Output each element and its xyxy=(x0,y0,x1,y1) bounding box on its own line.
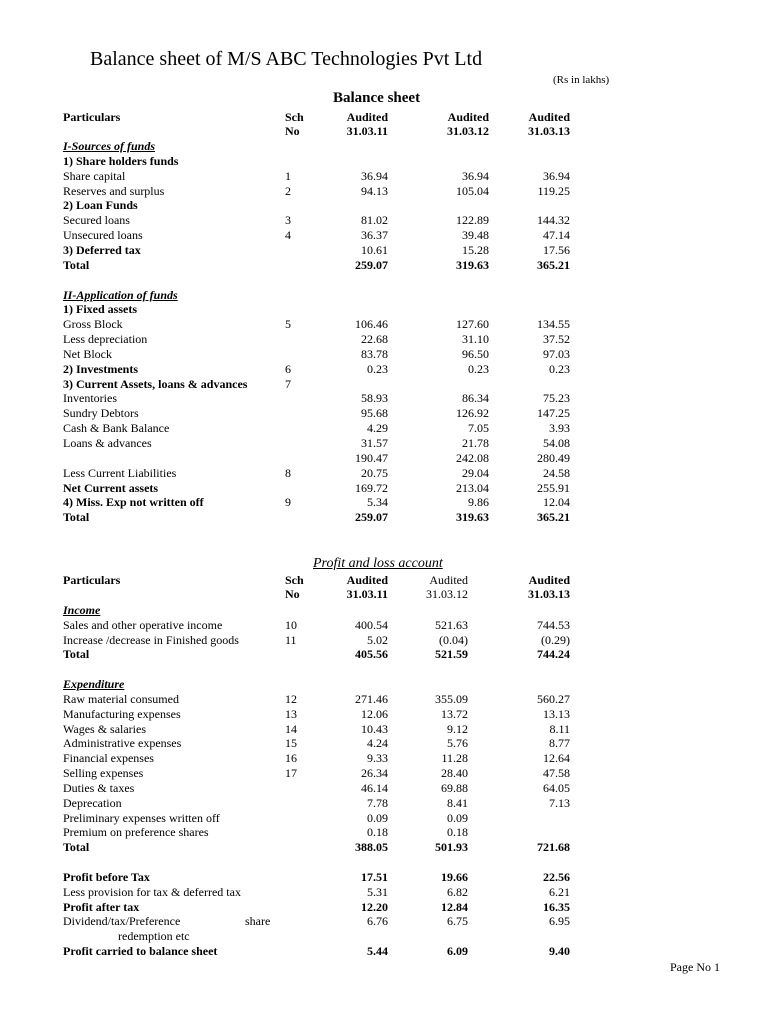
row-label: Selling expenses xyxy=(63,766,144,781)
row-label: Net Current assets xyxy=(63,480,159,495)
table-row xyxy=(0,603,768,618)
row-value-2: 11.28 xyxy=(441,751,468,766)
row-value-1: 400.54 xyxy=(355,617,388,632)
row-value-1: 94.13 xyxy=(361,183,388,198)
row-value-1: 4.24 xyxy=(367,736,388,751)
row-label: 3) Current Assets, loans & advances xyxy=(63,376,248,391)
row-value-1: 46.14 xyxy=(361,780,388,795)
row-label: Inventories xyxy=(63,391,117,406)
row-value-3: 97.03 xyxy=(543,346,570,361)
row-value-3: 6.95 xyxy=(549,914,570,929)
table-row xyxy=(0,811,768,826)
table-row xyxy=(0,855,768,870)
row-value-1: 0.18 xyxy=(367,825,388,840)
row-value-2: 105.04 xyxy=(456,183,489,198)
row-value-2: 213.04 xyxy=(456,480,489,495)
row-sch: 3 xyxy=(285,213,291,228)
table-row xyxy=(0,317,768,332)
row-value-1: 81.02 xyxy=(361,213,388,228)
row-value-2: 9.86 xyxy=(468,495,489,510)
row-value-3: 75.23 xyxy=(543,391,570,406)
row-label: Manufacturing expenses xyxy=(63,706,181,721)
row-value-2: 319.63 xyxy=(456,510,489,525)
row-value-2: 39.48 xyxy=(462,228,489,243)
row-value-1: 83.78 xyxy=(361,346,388,361)
row-value-1: 5.31 xyxy=(367,884,388,899)
row-sch: 8 xyxy=(285,465,291,480)
bs-header-date-1: 31.03.11 xyxy=(346,124,388,138)
row-label: 1) Fixed assets xyxy=(63,302,137,317)
table-row xyxy=(0,766,768,781)
table-row xyxy=(0,677,768,692)
row-label: Total xyxy=(63,840,90,855)
row-value-3: 24.58 xyxy=(543,465,570,480)
row-value-3: 365.21 xyxy=(537,257,570,272)
pl-header-audited-2: Audited xyxy=(429,573,468,587)
row-sch: 10 xyxy=(285,617,297,632)
row-sch: 5 xyxy=(285,317,291,332)
row-value-3: 22.56 xyxy=(543,869,570,884)
row-sch: 17 xyxy=(285,766,297,781)
table-row xyxy=(0,944,768,959)
row-sch: 7 xyxy=(285,376,291,391)
row-label: Profit before Tax xyxy=(63,869,150,884)
row-value-2: 242.08 xyxy=(456,450,489,465)
row-value-2: 9.12 xyxy=(447,721,468,736)
profit-loss-title: Profit and loss account xyxy=(313,556,443,571)
balance-sheet-title: Balance sheet xyxy=(333,90,421,106)
row-label: Net Block xyxy=(63,346,112,361)
row-label: Unsecured loans xyxy=(63,228,143,243)
row-sch: 1 xyxy=(285,168,291,183)
row-value-1: 388.05 xyxy=(355,840,388,855)
table-row xyxy=(0,481,768,496)
row-value-3: 134.55 xyxy=(537,317,570,332)
row-label: Secured loans xyxy=(63,213,130,228)
row-value-3: 119.25 xyxy=(537,183,570,198)
table-row xyxy=(0,870,768,885)
row-label: Less Current Liabilities xyxy=(63,465,177,480)
table-row xyxy=(0,213,768,228)
row-value-1: 0.09 xyxy=(367,810,388,825)
row-label: Duties & taxes xyxy=(63,780,135,795)
row-label: Wages & salaries xyxy=(63,721,147,736)
row-value-1: 9.33 xyxy=(367,751,388,766)
table-row xyxy=(0,736,768,751)
row-value-3: 7.13 xyxy=(549,795,570,810)
table-row xyxy=(0,722,768,737)
row-sch: 13 xyxy=(285,706,297,721)
row-value-1: 405.56 xyxy=(355,647,388,662)
table-row xyxy=(0,258,768,273)
table-row xyxy=(0,692,768,707)
row-value-2: 355.09 xyxy=(435,691,468,706)
row-label: Total xyxy=(63,510,90,525)
row-value-2: 19.66 xyxy=(441,869,468,884)
row-value-1: 6.76 xyxy=(367,914,388,929)
row-label: redemption etc xyxy=(118,929,190,944)
row-label: Raw material consumed xyxy=(63,691,179,706)
row-value-3: 36.94 xyxy=(543,168,570,183)
row-value-3: 3.93 xyxy=(549,421,570,436)
row-value-2: 8.41 xyxy=(447,795,468,810)
row-value-1: 259.07 xyxy=(355,257,388,272)
table-row xyxy=(0,929,768,944)
table-row xyxy=(0,510,768,525)
table-row xyxy=(0,391,768,406)
unit-note: (Rs in lakhs) xyxy=(553,74,610,86)
row-sch: 14 xyxy=(285,721,297,736)
table-row xyxy=(0,840,768,855)
row-value-1: 20.75 xyxy=(361,465,388,480)
row-value-1: 4.29 xyxy=(367,421,388,436)
row-value-1: 12.06 xyxy=(361,706,388,721)
row-value-3: 8.77 xyxy=(549,736,570,751)
row-value-2: 12.84 xyxy=(441,899,468,914)
row-value-1: 5.44 xyxy=(367,944,388,959)
table-row xyxy=(0,421,768,436)
table-row xyxy=(0,377,768,392)
row-label: Income xyxy=(63,603,101,617)
table-row xyxy=(0,288,768,303)
row-sch: 6 xyxy=(285,361,291,376)
table-row xyxy=(0,169,768,184)
table-row xyxy=(0,184,768,199)
row-label: Total xyxy=(63,647,90,662)
row-value-2: 6.09 xyxy=(447,944,468,959)
row-label: Deprecation xyxy=(63,795,122,810)
row-value-3: 280.49 xyxy=(537,450,570,465)
pl-header-row-2 xyxy=(0,587,768,602)
row-value-1: 271.46 xyxy=(355,691,388,706)
pl-header-no: No xyxy=(285,587,300,601)
row-value-2: 0.18 xyxy=(447,825,468,840)
row-value-3: 12.04 xyxy=(543,495,570,510)
table-row xyxy=(0,781,768,796)
table-row xyxy=(0,914,768,929)
row-label: Loans & advances xyxy=(63,436,152,450)
pl-header-sch: Sch xyxy=(285,573,304,587)
row-value-3: 13.13 xyxy=(543,706,570,721)
row-label: Financial expenses xyxy=(63,751,154,766)
row-label: Premium on preference shares xyxy=(63,825,209,840)
row-value-2: 6.75 xyxy=(447,914,468,929)
pl-header-row-1 xyxy=(0,573,768,588)
table-row xyxy=(0,796,768,811)
row-value-2: 36.94 xyxy=(462,168,489,183)
row-value-1: 106.46 xyxy=(355,317,388,332)
row-label: Gross Block xyxy=(63,317,123,332)
row-value-2: 0.09 xyxy=(447,810,468,825)
table-row xyxy=(0,273,768,288)
table-row xyxy=(0,825,768,840)
row-value-3: 721.68 xyxy=(537,840,570,855)
row-label: Cash & Bank Balance xyxy=(63,421,170,436)
row-label-share: share xyxy=(245,914,271,929)
table-row xyxy=(0,228,768,243)
row-value-3: 0.23 xyxy=(549,361,570,376)
row-value-2: 521.63 xyxy=(435,617,468,632)
row-label: 2) Investments xyxy=(63,361,138,376)
row-label: Administrative expenses xyxy=(63,736,182,751)
document-title: Balance sheet of M/S ABC Technologies Pvt Ltd xyxy=(90,48,483,70)
table-row xyxy=(0,466,768,481)
table-row xyxy=(0,347,768,362)
row-value-2: 29.04 xyxy=(462,465,489,480)
row-value-3: 16.35 xyxy=(543,899,570,914)
row-value-2: 501.93 xyxy=(435,840,468,855)
row-value-2: 122.89 xyxy=(456,213,489,228)
row-label: Increase /decrease in Finished goods xyxy=(63,632,239,647)
row-sch: 12 xyxy=(285,691,297,706)
row-value-1: 36.37 xyxy=(361,228,388,243)
pl-header-audited-1: Audited xyxy=(346,573,388,587)
row-value-2: 319.63 xyxy=(456,257,489,272)
bs-header-row-1 xyxy=(0,110,768,125)
row-value-3: 64.05 xyxy=(543,780,570,795)
bs-header-row-2 xyxy=(0,124,768,139)
row-value-3: 47.14 xyxy=(543,228,570,243)
row-value-1: 5.34 xyxy=(367,495,388,510)
row-label: Dividend/tax/Preference xyxy=(63,914,181,929)
row-value-3: (0.29) xyxy=(541,632,570,647)
row-value-3: 255.91 xyxy=(537,480,570,495)
row-label: Sundry Debtors xyxy=(63,406,139,421)
row-value-1: 0.23 xyxy=(367,361,388,376)
row-value-2: 13.72 xyxy=(441,706,468,721)
row-value-3: 47.58 xyxy=(543,766,570,781)
table-row xyxy=(0,362,768,377)
row-value-1: 169.72 xyxy=(355,480,388,495)
row-label: Less depreciation xyxy=(63,332,148,347)
pl-header-particulars: Particulars xyxy=(63,573,121,587)
row-value-1: 36.94 xyxy=(361,168,388,183)
row-value-3: 37.52 xyxy=(543,332,570,347)
row-value-3: 144.32 xyxy=(537,213,570,228)
row-value-2: 21.78 xyxy=(462,436,489,450)
table-row xyxy=(0,495,768,510)
pl-header-date-3: 31.03.13 xyxy=(528,587,570,601)
row-value-1: 12.20 xyxy=(361,899,388,914)
row-value-2: 7.05 xyxy=(468,421,489,436)
bs-header-particulars: Particulars xyxy=(63,110,121,124)
row-value-2: 28.40 xyxy=(441,766,468,781)
row-label: 4) Miss. Exp not written off xyxy=(63,495,204,510)
table-row xyxy=(0,751,768,766)
row-label: Share capital xyxy=(63,168,126,183)
row-label: Preliminary expenses written off xyxy=(63,810,220,825)
row-value-2: 6.82 xyxy=(447,884,468,899)
table-row xyxy=(0,900,768,915)
row-label: Expenditure xyxy=(63,677,125,692)
row-value-1: 22.68 xyxy=(361,332,388,347)
row-value-1: 10.43 xyxy=(361,721,388,736)
row-value-1: 58.93 xyxy=(361,391,388,406)
row-value-3: 560.27 xyxy=(537,691,570,706)
table-row xyxy=(0,436,768,451)
row-label: 3) Deferred tax xyxy=(63,242,141,257)
row-sch: 15 xyxy=(285,736,297,751)
row-value-3: 365.21 xyxy=(537,510,570,525)
row-value-3: 6.21 xyxy=(549,884,570,899)
table-row xyxy=(0,885,768,900)
table-row xyxy=(0,633,768,648)
row-value-1: 95.68 xyxy=(361,406,388,421)
row-sch: 9 xyxy=(285,495,291,510)
row-label: Profit after tax xyxy=(63,899,140,914)
bs-header-date-3: 31.03.13 xyxy=(528,124,570,138)
row-value-1: 26.34 xyxy=(361,766,388,781)
row-label: Less provision for tax & deferred tax xyxy=(63,884,241,899)
row-sch: 4 xyxy=(285,228,291,243)
row-value-3: 147.25 xyxy=(537,406,570,421)
row-label: Profit carried to balance sheet xyxy=(63,944,218,959)
row-label: Total xyxy=(63,257,90,272)
table-row xyxy=(0,406,768,421)
table-row xyxy=(0,618,768,633)
table-row xyxy=(0,662,768,677)
row-value-2: 31.10 xyxy=(462,332,489,347)
row-value-1: 10.61 xyxy=(361,242,388,257)
row-value-3: 744.24 xyxy=(537,647,570,662)
row-value-1: 31.57 xyxy=(361,436,388,450)
pl-header-date-2: 31.03.12 xyxy=(426,587,468,601)
row-label: 1) Share holders funds xyxy=(63,153,179,168)
table-row xyxy=(0,707,768,722)
row-value-3: 8.11 xyxy=(549,721,570,736)
row-value-1: 190.47 xyxy=(355,450,388,465)
bs-header-sch: Sch xyxy=(285,110,304,124)
row-value-3: 54.08 xyxy=(543,436,570,450)
row-value-2: 521.59 xyxy=(435,647,468,662)
bs-header-audited-3: Audited xyxy=(528,110,570,124)
row-label: I-Sources of funds xyxy=(63,139,156,153)
row-value-2: 127.60 xyxy=(456,317,489,332)
row-value-3: 12.64 xyxy=(543,751,570,766)
bs-header-no: No xyxy=(285,124,300,138)
row-sch: 2 xyxy=(285,183,291,198)
row-sch: 16 xyxy=(285,751,297,766)
row-sch: 11 xyxy=(285,632,297,647)
pl-header-audited-3: Audited xyxy=(528,573,570,587)
row-value-1: 5.02 xyxy=(367,632,388,647)
table-row xyxy=(0,332,768,347)
row-value-1: 17.51 xyxy=(361,869,388,884)
table-row xyxy=(0,647,768,662)
row-value-2: 96.50 xyxy=(462,346,489,361)
row-value-2: 126.92 xyxy=(456,406,489,421)
row-label: Reserves and surplus xyxy=(63,183,165,198)
table-row xyxy=(0,243,768,258)
bs-header-audited-2: Audited xyxy=(447,110,489,124)
row-value-2: 15.28 xyxy=(462,242,489,257)
row-label: 2) Loan Funds xyxy=(63,198,138,213)
table-row xyxy=(0,139,768,154)
bs-header-date-2: 31.03.12 xyxy=(447,124,489,138)
row-value-2: 5.76 xyxy=(447,736,468,751)
row-value-2: 0.23 xyxy=(468,361,489,376)
table-row xyxy=(0,302,768,317)
row-label: II-Application of funds xyxy=(63,287,178,302)
row-value-3: 9.40 xyxy=(549,944,570,959)
row-value-2: 86.34 xyxy=(462,391,489,406)
pl-header-date-1: 31.03.11 xyxy=(346,587,388,601)
table-row xyxy=(0,198,768,213)
row-label: Sales and other operative income xyxy=(63,617,223,632)
row-value-1: 259.07 xyxy=(355,510,388,525)
row-value-1: 7.78 xyxy=(367,795,388,810)
row-value-3: 744.53 xyxy=(537,617,570,632)
row-value-2: (0.04) xyxy=(439,632,468,647)
bs-header-audited-1: Audited xyxy=(346,110,388,124)
table-row xyxy=(0,154,768,169)
table-row xyxy=(0,451,768,466)
row-value-3: 17.56 xyxy=(543,242,570,257)
page-number: Page No 1 xyxy=(670,960,720,974)
row-value-2: 69.88 xyxy=(441,780,468,795)
